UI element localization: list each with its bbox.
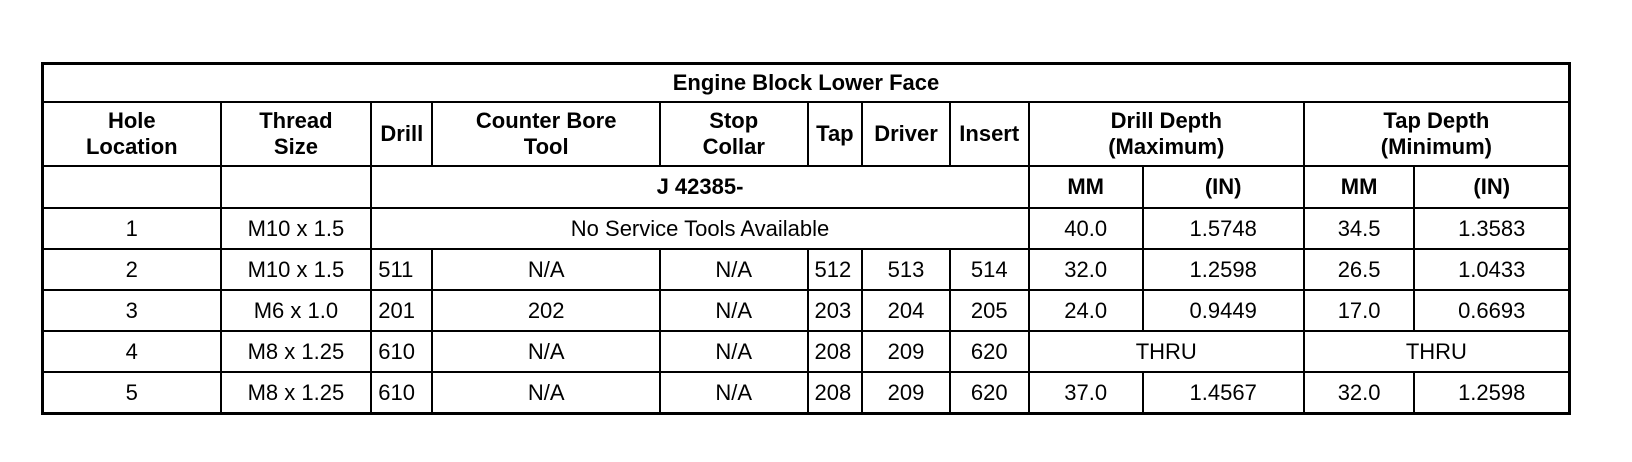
drill-cell: 201: [371, 290, 432, 331]
drill-depth-in-cell: 1.2598: [1143, 249, 1304, 290]
unit-cell-empty-thread: [221, 166, 372, 208]
tap-depth-mm-cell: 32.0: [1304, 372, 1415, 414]
tap-depth-thru-cell: THRU: [1304, 331, 1570, 372]
thread-size-cell: M8 x 1.25: [221, 372, 372, 414]
header-insert: Insert: [950, 102, 1029, 166]
tap-depth-in-cell: 1.2598: [1414, 372, 1569, 414]
driver-cell: 204: [862, 290, 949, 331]
thread-size-cell: M6 x 1.0: [221, 290, 372, 331]
header-row: [43, 102, 1570, 166]
insert-cell: 620: [950, 372, 1029, 414]
engine-block-lower-face-table: [41, 62, 1571, 415]
header-counter-bore-tool-line-2: Tool: [523, 134, 569, 159]
table-title: Engine Block Lower Face: [43, 64, 1570, 103]
hole-location-cell: 4: [43, 331, 221, 372]
thread-size-cell: M8 x 1.25: [221, 331, 372, 372]
header-counter-bore-tool-line-1: Counter Bore: [475, 108, 617, 133]
tap-cell: 203: [808, 290, 863, 331]
header-hole-location-line-2: Location: [85, 134, 178, 159]
stop-collar-cell: N/A: [660, 331, 808, 372]
tap-depth-mm-cell: 34.5: [1304, 208, 1415, 249]
counter-bore-tool-cell: N/A: [432, 249, 660, 290]
drill-depth-in-cell: 1.4567: [1143, 372, 1304, 414]
table-row: [43, 331, 1570, 372]
tap-depth-mm-unit: MM: [1304, 166, 1415, 208]
drill-cell: 511: [371, 249, 432, 290]
header-tap-depth-line-2: (Minimum): [1380, 134, 1492, 159]
counter-bore-tool-cell: N/A: [432, 331, 660, 372]
header-tap: Tap: [808, 102, 863, 166]
drill-depth-in-unit: (IN): [1143, 166, 1304, 208]
drill-depth-mm-cell: 40.0: [1029, 208, 1143, 249]
tap-depth-in-cell: 1.3583: [1414, 208, 1569, 249]
unit-row: [43, 166, 1570, 208]
counter-bore-tool-cell: N/A: [432, 372, 660, 414]
header-thread-size-line-2: Size: [273, 134, 318, 159]
drill-cell: 610: [371, 372, 432, 414]
stop-collar-cell: N/A: [660, 249, 808, 290]
thread-size-cell: M10 x 1.5: [221, 249, 372, 290]
tap-cell: 512: [808, 249, 863, 290]
insert-cell: 205: [950, 290, 1029, 331]
tap-cell: 208: [808, 372, 863, 414]
header-driver: Driver: [862, 102, 949, 166]
driver-cell: 209: [862, 331, 949, 372]
hole-location-cell: 2: [43, 249, 221, 290]
unit-cell-empty-hole: [43, 166, 221, 208]
no-service-tools-note: No Service Tools Available: [371, 208, 1029, 249]
table-row: [43, 249, 1570, 290]
tool-number-prefix: J 42385-: [371, 166, 1029, 208]
header-hole-location-line-1: Hole: [107, 108, 156, 133]
header-hole-location: [43, 102, 221, 166]
tap-cell: 208: [808, 331, 863, 372]
drill-depth-thru-cell: THRU: [1029, 331, 1304, 372]
insert-cell: 514: [950, 249, 1029, 290]
counter-bore-tool-cell: 202: [432, 290, 660, 331]
hole-location-cell: 5: [43, 372, 221, 414]
driver-cell: 513: [862, 249, 949, 290]
header-tap-depth-line-1: Tap Depth: [1383, 108, 1490, 133]
drill-depth-mm-cell: 24.0: [1029, 290, 1143, 331]
header-thread-size-line-1: Thread: [259, 108, 333, 133]
table-row: [43, 208, 1570, 249]
header-tap-depth: [1304, 102, 1570, 166]
thread-size-cell: M10 x 1.5: [221, 208, 372, 249]
drill-depth-in-cell: 1.5748: [1143, 208, 1304, 249]
hole-location-cell: 1: [43, 208, 221, 249]
tap-depth-in-cell: 1.0433: [1414, 249, 1569, 290]
tap-depth-in-cell: 0.6693: [1414, 290, 1569, 331]
table-row: [43, 372, 1570, 414]
header-drill-depth-line-1: Drill Depth: [1110, 108, 1222, 133]
drill-depth-mm-unit: MM: [1029, 166, 1143, 208]
hole-location-cell: 3: [43, 290, 221, 331]
header-drill-depth: [1029, 102, 1304, 166]
tap-depth-mm-cell: 26.5: [1304, 249, 1415, 290]
header-drill-depth-line-2: (Maximum): [1108, 134, 1225, 159]
header-counter-bore-tool: [432, 102, 660, 166]
header-stop-collar: [660, 102, 808, 166]
header-stop-collar-line-2: Collar: [702, 134, 765, 159]
insert-cell: 620: [950, 331, 1029, 372]
drill-depth-mm-cell: 32.0: [1029, 249, 1143, 290]
tap-depth-mm-cell: 17.0: [1304, 290, 1415, 331]
drill-depth-in-cell: 0.9449: [1143, 290, 1304, 331]
table-row: [43, 290, 1570, 331]
stop-collar-cell: N/A: [660, 372, 808, 414]
title-row: [43, 64, 1570, 103]
header-stop-collar-line-1: Stop: [709, 108, 759, 133]
header-drill: Drill: [371, 102, 432, 166]
drill-cell: 610: [371, 331, 432, 372]
drill-depth-mm-cell: 37.0: [1029, 372, 1143, 414]
tap-depth-in-unit: (IN): [1414, 166, 1569, 208]
stop-collar-cell: N/A: [660, 290, 808, 331]
header-thread-size: [221, 102, 372, 166]
driver-cell: 209: [862, 372, 949, 414]
